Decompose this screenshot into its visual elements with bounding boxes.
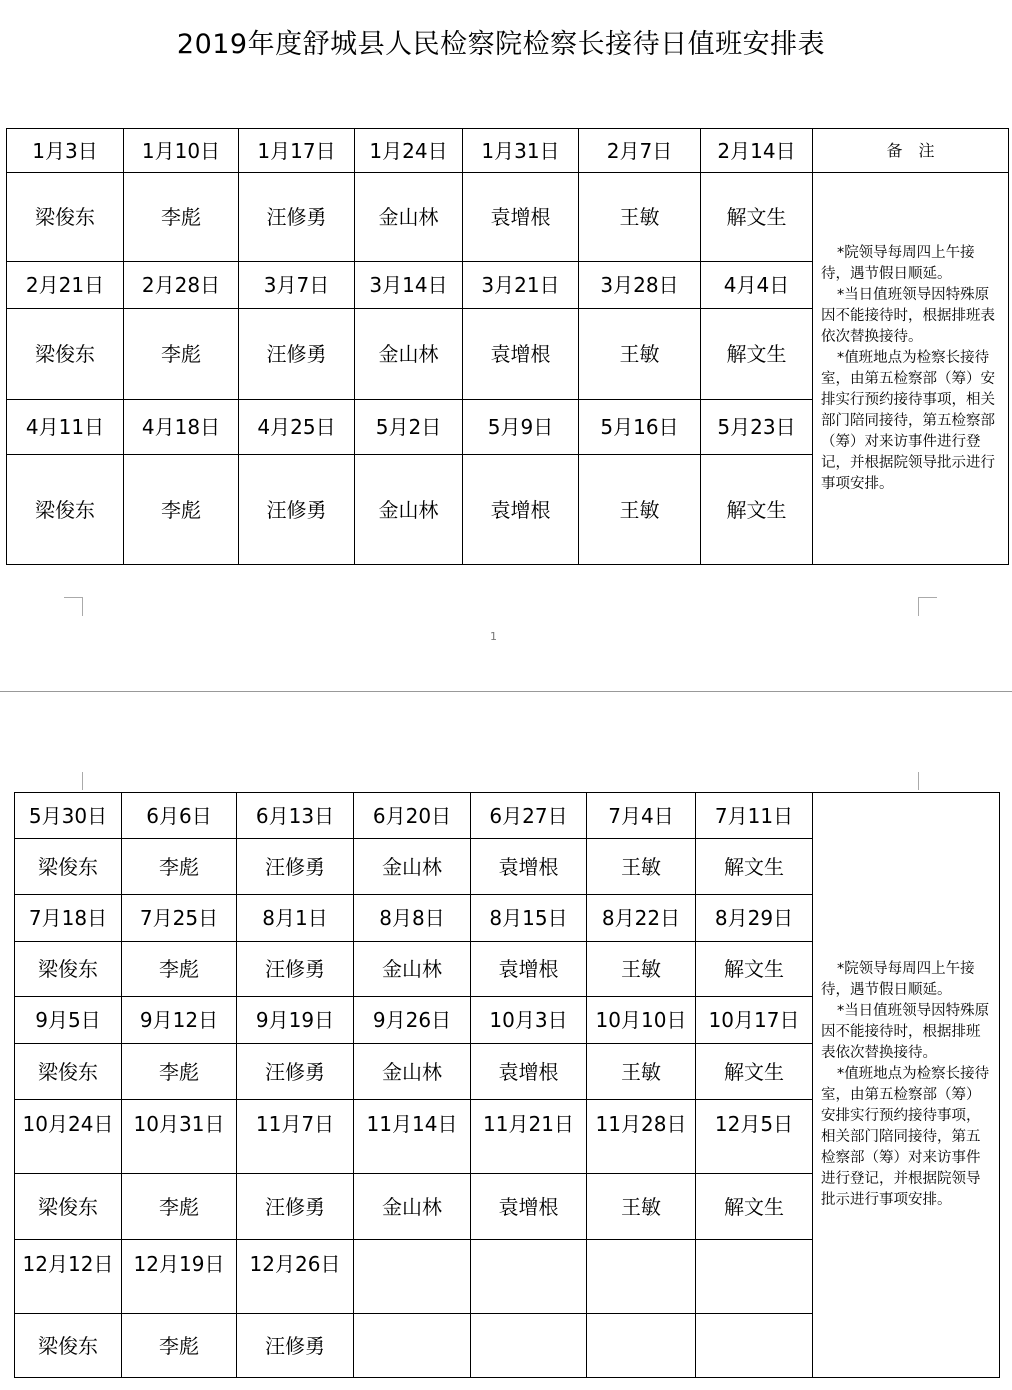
date-cell: 11月21日 <box>471 1100 587 1174</box>
name-cell: 王敏 <box>579 455 701 565</box>
note-item: *值班地点为检察长接待室，由第五检察部（筹）安排实行预约接待事项，相关部门陪同接待，第五检察部（筹）对来访事件进行登记，并根据院领导批示进行事项安排。 <box>821 349 995 492</box>
name-cell: 梁俊东 <box>15 942 122 997</box>
name-cell <box>696 1314 813 1378</box>
name-cell <box>354 1314 471 1378</box>
date-cell: 1月24日 <box>355 129 463 173</box>
date-cell: 3月21日 <box>463 262 579 309</box>
name-cell: 梁俊东 <box>7 173 124 262</box>
date-cell: 4月11日 <box>7 400 124 455</box>
name-cell: 李彪 <box>124 309 239 400</box>
notes-cell <box>813 173 1009 565</box>
date-cell: 8月29日 <box>696 895 813 942</box>
date-cell: 1月3日 <box>7 129 124 173</box>
name-cell: 金山林 <box>354 1174 471 1240</box>
name-cell: 金山林 <box>354 942 471 997</box>
note-item: *当日值班领导因特殊原因不能接待时，根据排班表依次替换接待。 <box>821 286 995 345</box>
date-cell: 12月12日 <box>15 1240 122 1314</box>
date-cell: 3月28日 <box>579 262 701 309</box>
name-cell: 汪修勇 <box>237 942 354 997</box>
date-cell: 9月12日 <box>122 997 237 1044</box>
page-corner-mark-right-2 <box>918 772 919 790</box>
page-corner-mark-left <box>64 597 83 616</box>
date-cell: 5月9日 <box>463 400 579 455</box>
name-cell <box>587 1314 696 1378</box>
name-cell: 汪修勇 <box>237 839 354 895</box>
name-cell: 解文生 <box>696 1044 813 1100</box>
name-cell: 梁俊东 <box>15 1314 122 1378</box>
date-cell: 7月18日 <box>15 895 122 942</box>
date-cell: 11月7日 <box>237 1100 354 1174</box>
date-cell: 8月8日 <box>354 895 471 942</box>
date-cell: 9月19日 <box>237 997 354 1044</box>
date-cell: 5月23日 <box>701 400 813 455</box>
date-cell: 5月2日 <box>355 400 463 455</box>
schedule-table-page-2 <box>14 792 1000 1378</box>
date-cell: 8月15日 <box>471 895 587 942</box>
date-cell: 3月7日 <box>239 262 355 309</box>
page-corner-mark-left-2 <box>82 772 83 790</box>
name-cell: 王敏 <box>579 309 701 400</box>
name-cell: 李彪 <box>122 839 237 895</box>
date-cell: 1月31日 <box>463 129 579 173</box>
date-cell: 4月4日 <box>701 262 813 309</box>
date-cell: 2月7日 <box>579 129 701 173</box>
date-cell: 10月3日 <box>471 997 587 1044</box>
date-cell: 9月26日 <box>354 997 471 1044</box>
date-cell: 11月28日 <box>587 1100 696 1174</box>
name-cell: 李彪 <box>124 455 239 565</box>
page-separator <box>0 691 1012 692</box>
name-cell: 金山林 <box>354 839 471 895</box>
date-cell: 10月10日 <box>587 997 696 1044</box>
name-cell: 金山林 <box>355 455 463 565</box>
date-cell <box>696 1240 813 1314</box>
date-cell: 1月10日 <box>124 129 239 173</box>
date-cell: 12月26日 <box>237 1240 354 1314</box>
name-cell: 李彪 <box>122 1044 237 1100</box>
note-item: *当日值班领导因特殊原因不能接待时，根据排班表依次替换接待。 <box>821 1003 990 1061</box>
date-cell: 7月4日 <box>587 793 696 839</box>
name-cell: 袁增根 <box>463 309 579 400</box>
date-cell: 6月13日 <box>237 793 354 839</box>
schedule-table-page-1 <box>6 128 1009 565</box>
date-cell: 12月5日 <box>696 1100 813 1174</box>
date-row <box>15 793 1000 839</box>
page-corner-mark-right <box>918 597 937 616</box>
note-item: *值班地点为检察长接待室，由第五检察部（筹）安排实行预约接待事项，相关部门陪同接待，第五检察部（筹）对来访事件进行登记，并根据院领导批示进行事项安排。 <box>821 1066 990 1208</box>
name-cell: 袁增根 <box>471 1044 587 1100</box>
date-cell <box>587 1240 696 1314</box>
name-cell: 汪修勇 <box>239 173 355 262</box>
date-cell: 1月17日 <box>239 129 355 173</box>
name-cell: 王敏 <box>587 1044 696 1100</box>
name-cell: 李彪 <box>122 942 237 997</box>
name-cell: 袁增根 <box>463 173 579 262</box>
name-cell: 梁俊东 <box>15 1174 122 1240</box>
page-number: 1 <box>490 630 497 643</box>
date-cell: 10月24日 <box>15 1100 122 1174</box>
name-cell: 汪修勇 <box>237 1314 354 1378</box>
date-cell: 3月14日 <box>355 262 463 309</box>
date-cell: 9月5日 <box>15 997 122 1044</box>
name-cell: 金山林 <box>355 173 463 262</box>
name-cell: 梁俊东 <box>7 455 124 565</box>
date-cell: 2月14日 <box>701 129 813 173</box>
date-cell: 7月11日 <box>696 793 813 839</box>
name-cell: 袁增根 <box>463 455 579 565</box>
date-cell: 8月22日 <box>587 895 696 942</box>
date-cell: 10月17日 <box>696 997 813 1044</box>
name-cell: 王敏 <box>579 173 701 262</box>
date-cell: 2月28日 <box>124 262 239 309</box>
name-cell: 梁俊东 <box>7 309 124 400</box>
name-cell: 袁增根 <box>471 1174 587 1240</box>
name-cell: 解文生 <box>696 839 813 895</box>
name-cell: 王敏 <box>587 942 696 997</box>
name-cell: 王敏 <box>587 839 696 895</box>
name-cell: 李彪 <box>122 1314 237 1378</box>
name-cell: 李彪 <box>124 173 239 262</box>
name-cell: 李彪 <box>122 1174 237 1240</box>
name-cell: 解文生 <box>696 1174 813 1240</box>
date-cell: 4月25日 <box>239 400 355 455</box>
page-title: 2019年度舒城县人民检察院检察长接待日值班安排表 <box>176 29 826 60</box>
name-cell: 汪修勇 <box>237 1044 354 1100</box>
date-cell: 8月1日 <box>237 895 354 942</box>
date-cell: 4月18日 <box>124 400 239 455</box>
date-cell: 7月25日 <box>122 895 237 942</box>
date-cell: 6月6日 <box>122 793 237 839</box>
date-cell: 6月27日 <box>471 793 587 839</box>
date-cell: 10月31日 <box>122 1100 237 1174</box>
note-item: *院领导每周四上午接待，遇节假日顺延。 <box>821 244 975 282</box>
notes-cell-page-2 <box>813 793 1000 1378</box>
name-cell <box>471 1314 587 1378</box>
name-cell: 王敏 <box>587 1174 696 1240</box>
name-cell: 梁俊东 <box>15 1044 122 1100</box>
name-cell: 梁俊东 <box>15 839 122 895</box>
date-cell: 2月21日 <box>7 262 124 309</box>
name-cell: 袁增根 <box>471 839 587 895</box>
name-row <box>7 173 1009 262</box>
date-row <box>7 129 1009 173</box>
date-cell: 6月20日 <box>354 793 471 839</box>
name-cell: 解文生 <box>696 942 813 997</box>
name-cell: 金山林 <box>355 309 463 400</box>
date-cell: 5月16日 <box>579 400 701 455</box>
name-cell: 金山林 <box>354 1044 471 1100</box>
date-cell: 11月14日 <box>354 1100 471 1174</box>
note-item: *院领导每周四上午接待，遇节假日顺延。 <box>821 961 975 998</box>
date-cell: 5月30日 <box>15 793 122 839</box>
name-cell: 解文生 <box>701 309 813 400</box>
name-cell: 汪修勇 <box>239 309 355 400</box>
date-cell: 12月19日 <box>122 1240 237 1314</box>
date-cell <box>354 1240 471 1314</box>
name-cell: 袁增根 <box>471 942 587 997</box>
name-cell: 解文生 <box>701 455 813 565</box>
name-cell: 解文生 <box>701 173 813 262</box>
date-cell <box>471 1240 587 1314</box>
name-cell: 汪修勇 <box>239 455 355 565</box>
name-cell: 汪修勇 <box>237 1174 354 1240</box>
notes-header: 备注 <box>813 129 1009 173</box>
